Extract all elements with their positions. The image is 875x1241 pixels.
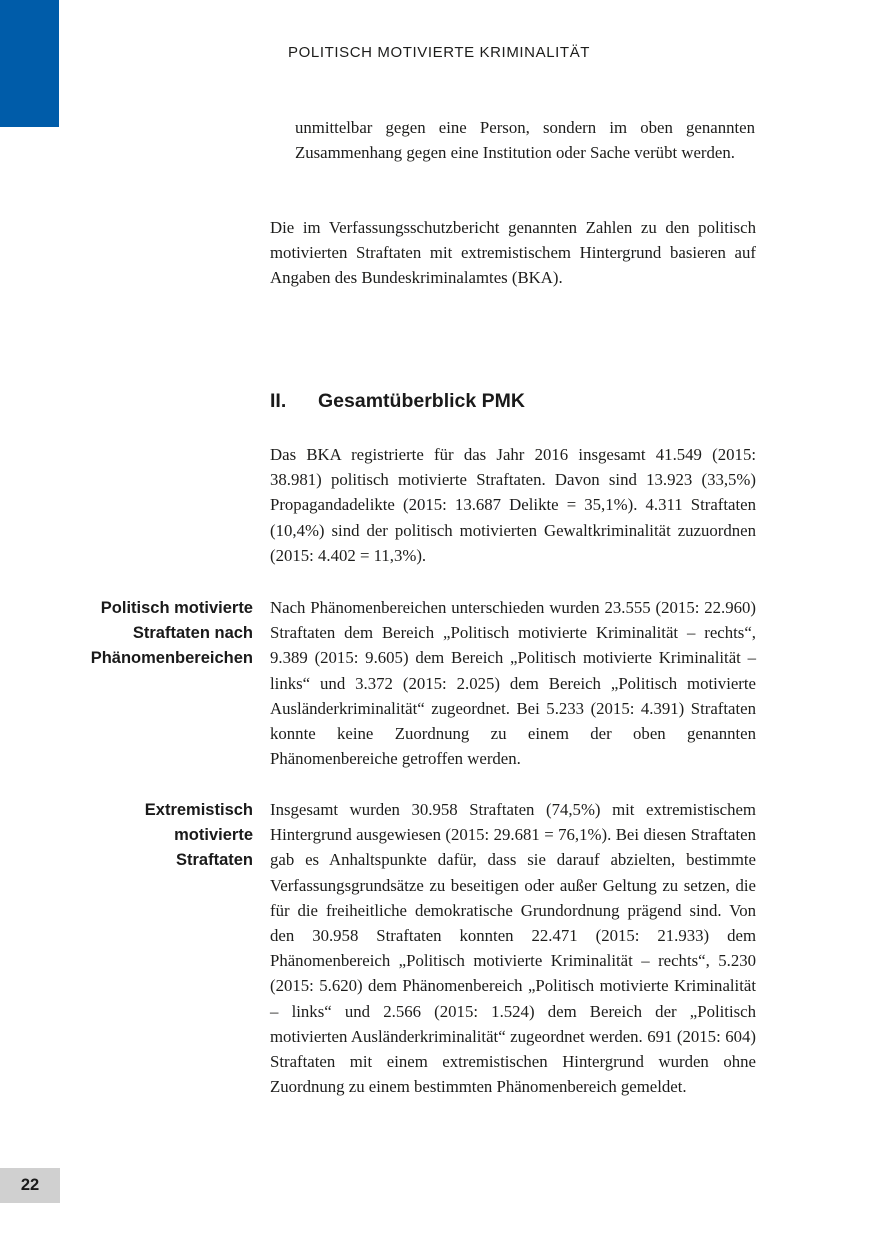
section-heading-title: Gesamtüberblick PMK [318, 390, 525, 412]
running-header: POLITISCH MOTIVIERTE KRIMINALITÄT [288, 44, 591, 61]
paragraph-phaenomenbereiche: Nach Phänomenbereichen unterschieden wurden 23.555 (2015: 22.960) Straftaten dem Bereich „Politisch motivierte Kriminalität – rechts“, 9.389 (2015: 9.605) dem Bereich „Politisch motivierte Kriminalität – links“ und 3.372 (2015: 2.025) dem Bereich „Politisch motivierte Ausländerkriminalität“ zugeordnet. Bei 5.233 (2015: 4.391) Straftaten konnte keine Zuordnung zu einem der oben genannten Phänomenbereiche getroffen werden. [270, 598, 756, 769]
sidenote-phaenomenbereiche [70, 596, 253, 672]
section-heading [270, 390, 525, 413]
paragraph-verfassungsschutzbericht: Die im Verfassungsschutzbericht genannten Zahlen zu den politisch motivierten Straftaten mit extremistischem Hintergrund basieren auf Angaben des Bundeskriminalamtes (BKA). [270, 218, 756, 288]
page-number: 22 [20, 1176, 40, 1194]
paragraph-extremistische-straftaten: Insgesamt wurden 30.958 Straftaten (74,5%) mit extremistischem Hintergrund ausgewiesen (2015: 29.681 = 76,1%). Bei diesen Straftaten gab es Anhaltspunkte dafür, dass sie darauf abzielten, bestimmte Verfassungsgrundsätze zu beseitigen oder außer Geltung zu setzen, die für die freiheitliche demokratische Grundordnung prägend sind. Von den 30.958 Straftaten konnten 22.471 (2015: 21.933) dem Phänomenbereich „Politisch motivierte Kriminalität – rechts“, 5.230 (2015: 5.620) dem Phänomenbereich „Politisch motivierte Kriminalität – links“ und 2.566 (2015: 1.524) dem Bereich der „Politisch motivierten Ausländerkriminalität“ zugeordnet werden. 691 (2015: 604) Straftaten mit einem extremistischen Hintergrund wurden ohne Zuordnung zu einem bestimmten Phänomenbereich gemeldet. [270, 800, 756, 1097]
paragraph-indented-continuation: unmittelbar gegen eine Person, sondern im oben genannten Zusammenhang gegen eine Institution oder Sache verübt werden. [295, 118, 755, 163]
sidenote-line: motivierte [174, 826, 253, 845]
corner-accent-block [0, 0, 59, 127]
sidenote-extremistisch [70, 798, 253, 874]
sidenote-line: Straftaten nach [132, 624, 253, 643]
sidenote-line: Straftaten [175, 851, 253, 870]
section-heading-number: II. [270, 390, 287, 412]
page-number-box [0, 1168, 60, 1203]
sidenote-line: Phänomenbereichen [90, 649, 253, 668]
paragraph-bka-statistics: Das BKA registrierte für das Jahr 2016 insgesamt 41.549 (2015: 38.981) politisch motivierte Straftaten. Davon sind 13.923 (33,5%) Propagandadelikte (2015: 13.687 Delikte = 35,1%). 4.311 Straftaten (10,4%) sind der politisch motivierten Gewaltkriminalität zuzuordnen (2015: 4.402 = 11,3%). [270, 445, 756, 565]
sidenote-line: Extremistisch [144, 801, 253, 819]
sidenote-line: Politisch motivierte [100, 599, 253, 617]
